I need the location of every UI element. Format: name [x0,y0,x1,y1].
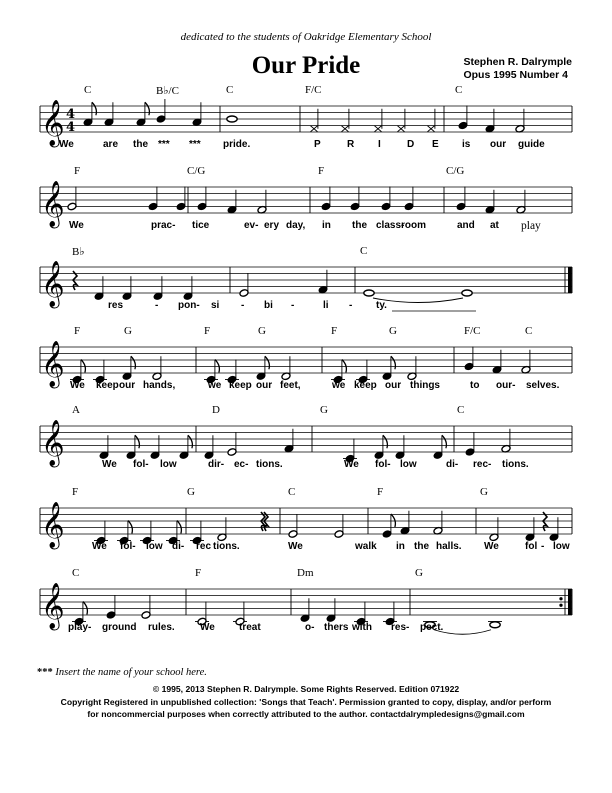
treble-clef-icon: 𝄞 [41,420,65,466]
lyric-syllable: R [347,139,355,150]
lyric-syllable: We [484,541,499,552]
note-flag [128,521,132,534]
lyric-syllable: in [322,220,331,231]
repeat-barline [568,589,572,615]
lyric-syllable: E [432,139,439,150]
lyric-syllable: o- [305,622,315,633]
lyric-syllable: are [103,139,119,150]
lyric-syllable: We [102,459,117,470]
lyric-syllable: ec- [234,459,249,470]
opus-number: Opus 1995 Number 4 [463,69,568,81]
lyric-syllable: - [155,300,159,311]
lyric-syllable: We [288,541,303,552]
chord-symbol: C [525,325,533,337]
lyric-syllable: hands, [143,380,176,391]
note-flag [265,356,270,369]
chord-symbol: C [72,567,80,579]
lyric-syllable: ty. [376,300,387,311]
treble-clefs [41,100,65,631]
lyric-syllable: We [70,380,85,391]
lyric-syllable: we [332,380,346,391]
lyric-syllable: halls. [436,541,462,552]
lyric-syllable: ground [102,622,137,633]
lyric-syllable: is [462,139,471,150]
note-flag [145,102,150,115]
copyright-line-1: © 1995, 2013 Stephen R. Dalrymple. Some Rights Reserved. Edition 071922 [152,684,460,694]
note-flag [342,360,347,373]
lyric-syllable: We [92,541,107,552]
lyric-syllable: at [490,220,499,231]
chord-symbol: C [288,486,296,498]
lyric-syllable: rec [196,541,212,552]
note-flag [135,435,140,448]
lyric-syllable: dir- [208,459,225,470]
lyric-syllable: di- [172,541,185,552]
lyric-syllable: keep [96,380,119,391]
lyric-syllable: fol- [120,541,136,552]
repeat-dot [560,598,562,600]
treble-clef-icon: 𝄞 [41,341,65,387]
lyric-syllable: low [146,541,163,552]
chord-symbol: G [124,325,132,337]
note-flag [131,356,136,369]
chord-symbol: C [457,404,465,416]
copyright-line-2: Copyright Registered in unpublished collection: 'Songs that Teach'. Permission granted to copy, display, and/or perform [60,697,552,707]
lyric-syllable: keep [229,380,252,391]
footnote [37,667,207,678]
lyric-syllable: rules. [148,622,175,633]
note-flag [391,356,396,369]
note-flag [81,360,86,373]
lyric-syllable: our- [496,380,516,391]
lyric-syllable: res [108,300,124,311]
note-flag [83,602,88,615]
lyric-syllable: fol [525,541,538,552]
lyric-syllable: room [401,220,426,231]
lyric-syllable: with [352,622,372,633]
chord-symbol: F [204,325,211,337]
lyric-syllable: P [314,139,321,150]
chord-symbol: F [377,486,384,498]
lyric-syllable: ery [264,220,280,231]
lyric-syllable: feet, [280,380,301,391]
lyric-syllable: tions. [213,541,240,552]
notehead [364,290,374,296]
lyric-syllable: di- [446,459,459,470]
lyric-syllable: tice [192,220,210,231]
chord-symbol: C/G [187,165,206,177]
note-flag [92,102,97,115]
chord-symbol: C [360,245,368,257]
treble-clef-icon: 𝄞 [41,261,65,307]
chord-symbol: G [415,567,423,579]
chord-symbol: C [455,84,463,96]
lyric-syllable: - [291,300,295,311]
lyric-syllable: pon- [178,300,200,311]
chord-symbol: F [195,567,202,579]
lyric-syllable: *** [158,139,170,150]
lyric-syllable: low [160,459,177,470]
note-flag [442,435,447,448]
song-title: Our Pride [251,52,361,79]
lyric-syllable: We [59,139,74,150]
lyric-syllable: our [490,139,507,150]
repeat-dot [560,604,562,606]
note-flag [391,514,396,527]
lyric-syllable: fol- [133,459,149,470]
chord-symbol: F [72,486,79,498]
lyric-syllable: I [378,139,381,150]
time-signature-bottom: 4 [66,120,76,135]
lyric-syllable: play- [68,622,92,633]
lyric-syllable: We [200,622,215,633]
chord-symbol: C [84,84,92,96]
dedication: dedicated to the students of Oakridge Elementary School [180,31,432,43]
chord-symbol: G [480,486,488,498]
lyric-syllable: to [470,380,480,391]
treble-clef-icon: 𝄞 [41,583,65,629]
lyric-syllable: thers [324,622,349,633]
chord-symbol: F/C [305,84,322,96]
lyric-syllable: day, [286,220,306,231]
chord-symbol: C/G [446,165,465,177]
chord-symbol: B♭ [72,246,85,258]
note-flag [177,521,182,534]
copyright-line-3: for noncommercial purposes when correctly attributed to the author. contactdalrympledesigns@gmail.com [87,709,525,719]
time-signature [66,107,75,135]
time-signature-top: 4 [66,107,76,122]
x-notehead [428,126,435,132]
lyric-syllable: the [414,541,429,552]
lyric-syllable: we [208,380,222,391]
x-notehead [398,126,405,132]
lyric-syllable: treat [239,622,261,633]
chord-symbol: G [320,404,328,416]
lyric-syllable: things [410,380,440,391]
footnote-text: Insert the name of your school here. [55,667,207,678]
lyric-syllable: - [541,541,545,552]
lyric-syllable: - [349,300,353,311]
lyric-syllable: the [133,139,148,150]
notehead [227,116,237,122]
lyric-syllable: in [396,541,405,552]
treble-clef-icon: 𝄞 [41,100,65,146]
x-notehead [375,126,382,132]
treble-clef-icon: 𝄞 [41,502,65,548]
lyric-syllable: si [211,300,220,311]
lyric-syllable: tions. [256,459,283,470]
final-barline [568,267,572,293]
lyric-syllable: our [119,380,136,391]
notehead [490,622,500,628]
lyric-syllable: D [407,139,415,150]
chord-symbol: F [318,165,325,177]
lyric-syllable: tions. [502,459,529,470]
chord-symbol: F/C [464,325,481,337]
lyric-syllable: fol- [375,459,391,470]
x-notehead [342,126,349,132]
notehead [462,290,472,296]
note-flag [215,360,220,373]
lyric-syllable: walk [355,541,377,552]
lyric-syllable: play [521,220,541,232]
lyric-syllable: We [344,459,359,470]
chord-symbol: F [74,165,81,177]
chord-symbol: Dm [297,567,314,579]
treble-clef-icon: 𝄞 [41,181,65,227]
lyric-syllable: ev- [244,220,259,231]
lyric-syllable: low [400,459,417,470]
lyric-syllable: and [457,220,475,231]
x-notehead [311,126,318,132]
chord-symbol: G [258,325,266,337]
lyric-syllable: res- [391,622,410,633]
composer-name: Stephen R. Dalrymple [463,56,572,68]
lyric-syllable: - [241,300,245,311]
lyric-syllable: We [69,220,84,231]
lyric-syllable: pect. [420,622,444,633]
note-flag [383,435,388,448]
chord-symbol: C [226,84,234,96]
chord-symbol: A [72,404,80,416]
note-flag [188,435,193,448]
chord-symbol: G [389,325,397,337]
lyric-syllable: rec- [473,459,492,470]
lyric-syllable: class- [376,220,405,231]
lyric-syllable: low [553,541,570,552]
lyric-syllable: pride. [223,139,251,150]
chord-symbol: F [74,325,81,337]
lyric-syllable: the [352,220,367,231]
lyric-syllable: selves. [526,380,560,391]
lyric-syllable: *** [189,139,201,150]
chord-symbol: G [187,486,195,498]
lyric-syllable: our [385,380,402,391]
chord-symbol: D [212,404,220,416]
lyric-syllable: guide [518,139,545,150]
lyric-syllable: li [323,300,329,311]
lyric-syllable: our [256,380,273,391]
lyric-syllable: bi [264,300,273,311]
chord-symbol: B♭/C [156,85,179,97]
footnote-marker: *** [37,667,53,678]
lyric-syllable: prac- [151,220,176,231]
chord-symbol: F [331,325,338,337]
lyric-syllable: keep [354,380,377,391]
